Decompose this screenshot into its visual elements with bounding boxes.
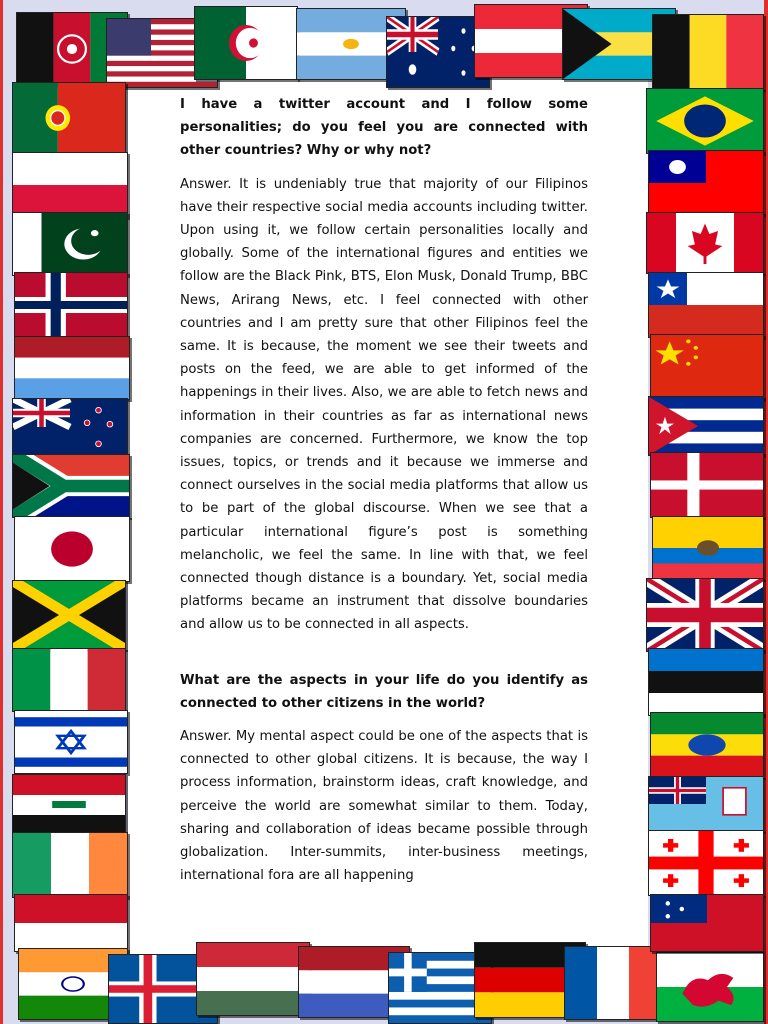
israel-flag: [14, 710, 128, 774]
france-flag: [564, 946, 662, 1020]
pakistan-flag: [12, 212, 128, 276]
south-africa-flag: [12, 454, 130, 518]
chile-flag: [648, 272, 764, 338]
cuba-flag: [648, 396, 764, 456]
question-1: I have a twitter account and I follow some personalities; do you feel you are connected with other countries? Why or why not?: [180, 97, 588, 159]
estonia-flag: [648, 648, 764, 716]
ecuador-flag: [652, 516, 764, 580]
belgium-flag: [652, 14, 764, 90]
answer-1: Answer. It is undeniably true that majority of our Filipinos have their respective social media accounts including twitter. Upon using it, we follow certain personalities locally and globally. Some of the international figures and entities we follow are the Black Pink, BTS, Elon Musk, Donald Trump, BBC News, Arirang News, etc. I feel connected with other countries and I am pretty sure that other Filipinos feel the same. It is because, the moment we see their tweets and posts on the feed, we are able to get informed of the happenings in their lives. Also, we are able to fetch news and information in their countries as far as international news companies are concerned. Furthermore, we know the top issues, topics, or trends and it because we immerse and connect ourselves in the social media platforms that allow us to be part of the global discourse. When we see that a particular international figure’s post is something melancholic, we feel the same. In line with that, we feel connected though distance is a boundary. Yet, social media platforms became an instrument that dissolve boundaries and allow us to be connected in all aspects.: [180, 176, 588, 633]
poland-flag: [12, 152, 128, 218]
fiji-flag: [648, 776, 764, 832]
netherlands-flag: [14, 336, 130, 400]
indonesia-flag: [14, 894, 128, 952]
norway-flag: [14, 272, 128, 338]
denmark-flag: [650, 452, 764, 518]
georgia-flag: [648, 830, 764, 896]
ethiopia-flag: [650, 712, 764, 778]
algeria-flag: [194, 6, 298, 80]
section-spacer: [180, 637, 588, 669]
iraq-flag: [12, 774, 126, 836]
hungary-flag: [196, 942, 310, 1016]
brazil-flag: [646, 88, 764, 154]
article-body: [180, 93, 588, 888]
italy-flag: [12, 648, 126, 712]
ireland-flag: [12, 832, 128, 898]
answer-2: Answer. My mental aspect could be one of the aspects that is connected to other global citizens. It is because, the way I process information, brainstorm ideas, craft knowledge, and perceive the world are somewhat similar to them. Today, sharing and collaboration of ideas became possible through globalization. Inter-summits, inter-business meetings, international fora are all happening: [180, 729, 588, 884]
uk-flag: [646, 578, 764, 652]
wales-flag: [656, 952, 764, 1022]
samoa-flag: [650, 894, 764, 952]
japan-flag: [14, 516, 130, 582]
canada-flag: [646, 212, 764, 274]
new-zealand-flag: [12, 398, 128, 456]
portugal-flag: [12, 82, 126, 154]
china-flag: [650, 334, 764, 400]
jamaica-flag: [12, 580, 126, 650]
question-2: What are the aspects in your life do you identify as connected to other citizens in the world?: [180, 672, 588, 711]
taiwan-flag: [648, 150, 764, 216]
